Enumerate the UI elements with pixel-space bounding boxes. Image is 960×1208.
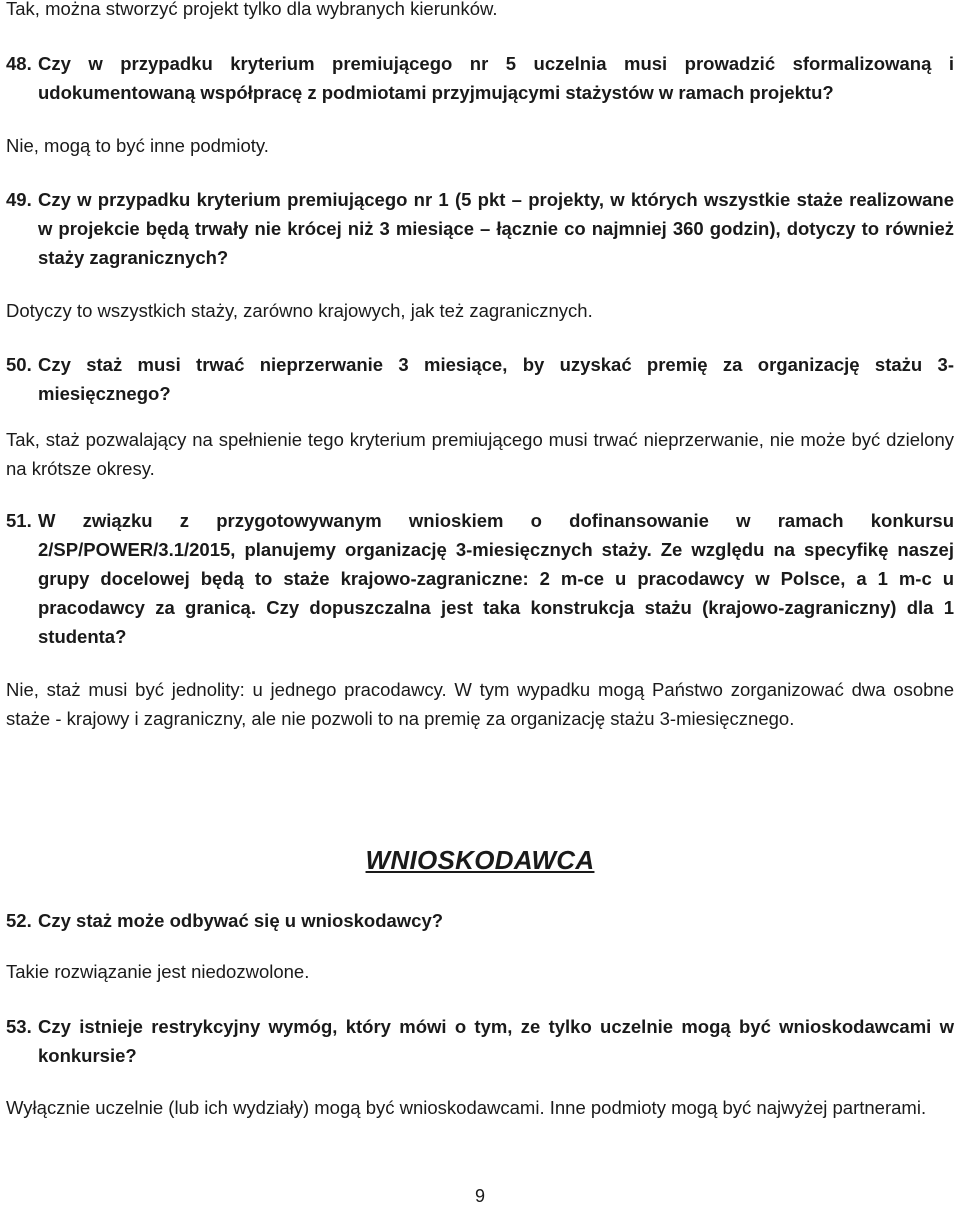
question-text: W związku z przygotowywanym wnioskiem o dofinansowanie w ramach konkursu 2/SP/POWER/3.1/2015, planujemy organizację 3-miesięcznych staży. Ze względu na specyfikę naszej grupy docelowej będą to staże krajowo-zagraniczne: 2 m-ce u pracodawcy w Polsce, a 1 m-c u pracodawcy za granicą. Czy dopuszczalna jest taka konstrukcja stażu (krajowo-zagraniczny) dla 1 studenta?	[38, 510, 954, 647]
question-number: 51.	[6, 510, 32, 531]
question-51	[6, 506, 954, 651]
answer-51: Nie, staż musi być jednolity: u jednego pracodawcy. W tym wypadku mogą Państwo zorganizować dwa osobne staże - krajowy i zagraniczny, ale nie pozwoli to na premię za organizację stażu 3-miesięcznego.	[6, 679, 954, 729]
question-number: 50.	[6, 354, 32, 375]
question-text: Czy w przypadku kryterium premiującego nr 5 uczelnia musi prowadzić sformalizowaną i udokumentowaną współpracę z podmiotami przyjmującymi stażystów w ramach projektu?	[38, 53, 954, 103]
question-number: 48.	[6, 53, 32, 74]
answer-48: Nie, mogą to być inne podmioty.	[6, 135, 269, 156]
section-heading: WNIOSKODAWCA	[365, 845, 595, 875]
answer-50: Tak, staż pozwalający na spełnienie tego kryterium premiującego musi trwać nieprzerwanie, nie może być dzielony na krótsze okresy.	[6, 429, 954, 479]
question-52	[6, 906, 954, 935]
answer-52: Takie rozwiązanie jest niedozwolone.	[6, 961, 310, 982]
question-text: Czy staż może odbywać się u wnioskodawcy?	[38, 910, 444, 931]
question-48	[6, 49, 954, 107]
answer-49: Dotyczy to wszystkich staży, zarówno krajowych, jak też zagranicznych.	[6, 300, 593, 321]
question-text: Czy staż musi trwać nieprzerwanie 3 miesiące, by uzyskać premię za organizację stażu 3-miesięcznego?	[38, 354, 954, 404]
question-53	[6, 1012, 954, 1070]
page-number: 9	[474, 1186, 485, 1206]
question-text: Czy w przypadku kryterium premiującego nr 1 (5 pkt – projekty, w których wszystkie staże realizowane w projekcie będą trwały nie krócej niż 3 miesiące – łącznie co najmniej 360 godzin), dotyczy to również staży zagranicznych?	[38, 189, 954, 268]
question-text: Czy istnieje restrykcyjny wymóg, który mówi o tym, ze tylko uczelnie mogą być wnioskodawcami w konkursie?	[38, 1016, 954, 1066]
question-49	[6, 185, 954, 272]
question-number: 49.	[6, 189, 32, 210]
answer-47: Tak, można stworzyć projekt tylko dla wybranych kierunków.	[6, 0, 498, 19]
question-50	[6, 350, 954, 408]
answer-53: Wyłącznie uczelnie (lub ich wydziały) mogą być wnioskodawcami. Inne podmioty mogą być najwyżej partnerami.	[6, 1097, 927, 1118]
question-number: 52.	[6, 910, 32, 931]
question-number: 53.	[6, 1016, 32, 1037]
